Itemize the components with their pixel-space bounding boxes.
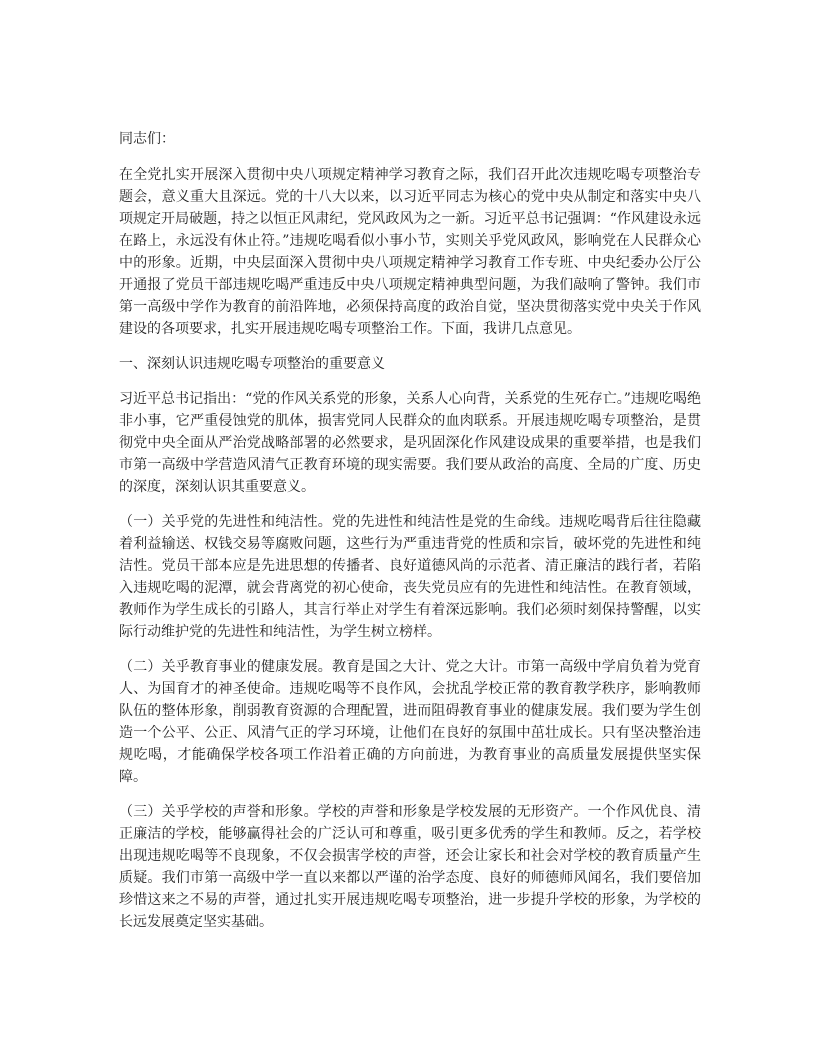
section-heading: 一、深刻认识违规吃喝专项整治的重要意义 [119, 356, 385, 372]
document-body [119, 128, 701, 946]
point-two-paragraph: （二）关乎教育事业的健康发展。教育是国之大计、党之大计。市第一高级中学肩负着为党育人、为国育才的神圣使命。违规吃喝等不良作风，会扰乱学校正常的教育教学秩序，影响教师队伍的整体形象，削弱教育资源的合理配置，进而阻碍教育事业的健康发展。我们要为学生创造一个公平、公正、风清气正的学习环境，让他们在良好的氛围中茁壮成长。只有坚决整治违规吃喝，才能确保学校各项工作沿着正确的方向前进，为教育事业的高质量发展提供坚实保障。 [119, 659, 701, 785]
point-three-paragraph: （三）关乎学校的声誉和形象。学校的声誉和形象是学校发展的无形资产。一个作风优良、清正廉洁的学校，能够赢得社会的广泛认可和尊重，吸引更多优秀的学生和教师。反之，若学校出现违规吃喝等不良现象，不仅会损害学校的声誉，还会让家长和社会对学校的教育质量产生质疑。我们市第一高级中学一直以来都以严谨的治学态度、良好的师德师风闻名，我们要倍加珍惜这来之不易的声誉，通过扎实开展违规吃喝专项整治，进一步提升学校的形象，为学校的长远发展奠定坚实基础。 [119, 804, 701, 930]
section-intro-paragraph: 习近平总书记指出：“党的作风关系党的形象，关系人心向背，关系党的生死存亡。”违规吃喝绝非小事，它严重侵蚀党的肌体，损害党同人民群众的血肉联系。开展违规吃喝专项整治，是贯彻党中央全面从严治党战略部署的必然要求，是巩固深化作风建设成果的重要举措，也是我们市第一高级中学营造风清气正教育环境的现实需要。我们要从政治的高度、全局的广度、历史的深度，深刻认识其重要意义。 [119, 391, 701, 495]
greeting: 同志们： [119, 131, 175, 147]
intro-paragraph: 在全党扎实开展深入贯彻中央八项规定精神学习教育之际，我们召开此次违规吃喝专项整治专题会，意义重大且深远。党的十八大以来，以习近平同志为核心的党中央从制定和落实中央八项规定开局破题，持之以恒正风肃纪，党风政风为之一新。习近平总书记强调：“作风建设永远在路上，永远没有休止符。”违规吃喝看似小事小节，实则关乎党风政风，影响党在人民群众心中的形象。近期，中央层面深入贯彻中央八项规定精神学习教育工作专班、中央纪委办公厅公开通报了党员干部违规吃喝严重违反中央八项规定精神典型问题，为我们敲响了警钟。我们市第一高级中学作为教育的前沿阵地，必须保持高度的政治自觉，坚决贯彻落实党中央关于作风建设的各项要求，扎实开展违规吃喝专项整治工作。下面，我讲几点意见。 [119, 167, 701, 337]
point-one-paragraph: （一）关乎党的先进性和纯洁性。党的先进性和纯洁性是党的生命线。违规吃喝背后往往隐藏着利益输送、权钱交易等腐败问题，这些行为严重违背党的性质和宗旨，破坏党的先进性和纯洁性。党员干部本应是先进思想的传播者、良好道德风尚的示范者、清正廉洁的践行者，若陷入违规吃喝的泥潭，就会背离党的初心使命，丧失党员应有的先进性和纯洁性。在教育领域，教师作为学生成长的引路人，其言行举止对学生有着深远影响。我们必须时刻保持警醒，以实际行动维护党的先进性和纯洁性，为学生树立榜样。 [119, 514, 701, 640]
